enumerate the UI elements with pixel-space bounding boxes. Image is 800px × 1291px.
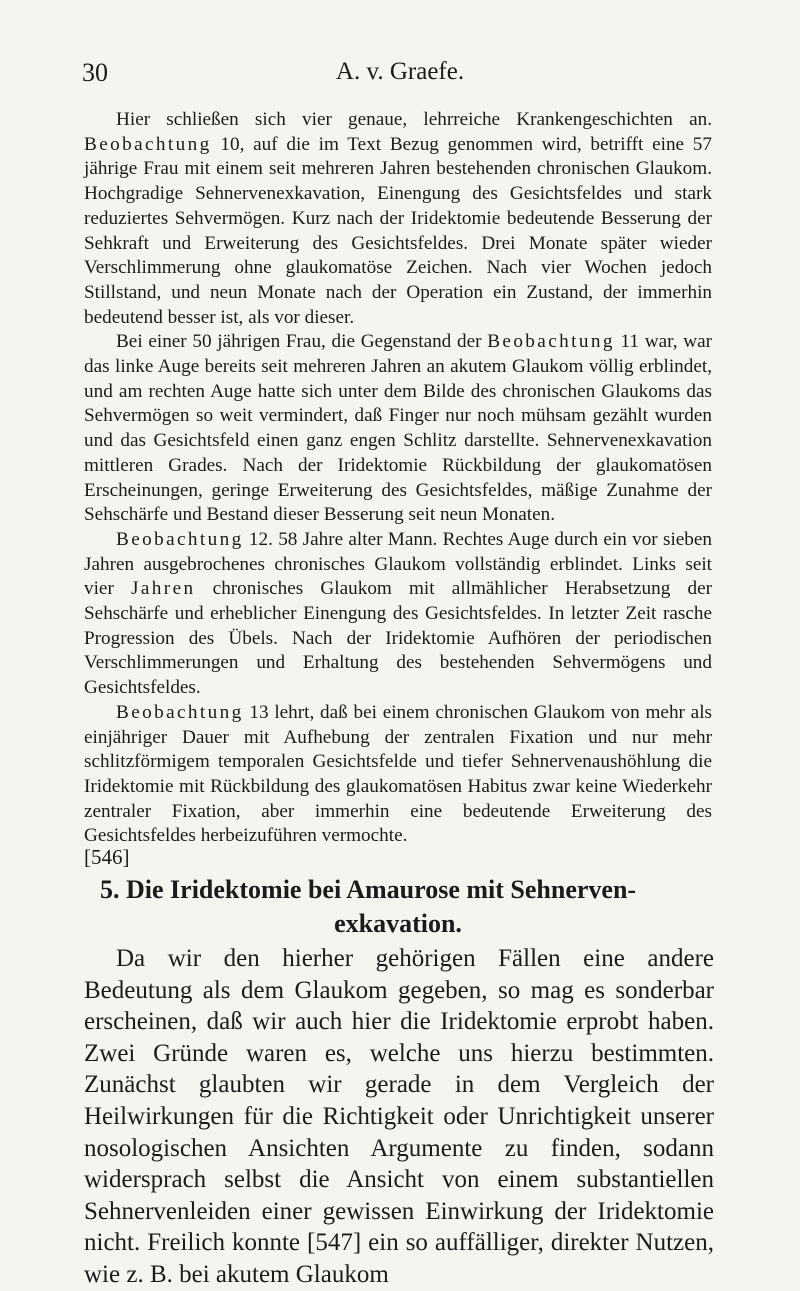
- text-run: Hier schließen sich vier genaue, lehrreiche Krankengeschichten an.: [116, 109, 712, 130]
- text-run: 11 war, war das linke Auge bereits seit mehreren Jahren an akutem Glaukom völlig erblindet, und am rechten Auge hatte sich unter dem Bilde des chronischen Glaukoms das Sehvermögen so weit vermindert, daß Finger nur noch mühsam gezählt wurden und das Gesichtsfeld einen ganz engen Schlitz darstellte. Sehnervenexkavation mittleren Grades. Nach der Iridektomie Rückbildung der glaukomatösen Erscheinungen, geringe Erweiterung des Gesichtsfeldes, mäßige Zunahme der Sehschärfe und Bestand dieser Besserung seit neun Monaten.: [84, 331, 712, 526]
- section-body: [84, 943, 714, 1291]
- paragraph-section-5-intro: Da wir den hierher gehörigen Fällen eine andere Bedeutung als dem Glaukom gegeben, so mag es sonderbar erscheinen, daß wir auch hier die Iridektomie erprobt haben. Zwei Gründe waren es, welche uns hierzu bestimmten. Zunächst glaubten wir gerade in dem Vergleich der Heilwirkungen für die Richtigkeit oder Unrichtigkeit unserer nosologischen Ansichten Argumente zu finden, sodann widersprach selbst die Ansicht von einem substantiellen Sehnervenleiden einer gewissen Einwirkung der Iridektomie nicht. Freilich konnte [547] ein so auffälliger, direkter Nutzen, wie z. B. bei akutem Glaukom: [84, 945, 714, 1288]
- spaced-term: Beobachtung: [487, 331, 615, 353]
- text-run: 10, auf die im Text Bezug genommen wird, betrifft eine 57 jährige Frau mit einem seit mehreren Jahren bestehenden chronischen Glaukom. Hochgradige Sehnervenexkavation, Einengung des Gesichtsfeldes und stark reduziertes Sehvermögen. Kurz nach der Iridektomie bedeutende Besserung der Sehkraft und Erweiterung des Gesichtsfeldes. Drei Monate später wieder Verschlimmerung ohne glaukomatöse Zeichen. Nach vier Wochen jedoch Stillstand, und neun Monate nach der Operation ein Zustand, der immerhin bedeutend besser ist, als vor dieser.: [84, 133, 712, 328]
- paragraph-observation-10: [84, 108, 712, 330]
- page-reference-marker: [546]: [84, 845, 130, 869]
- paragraph-observation-11: [84, 330, 712, 528]
- paragraph-observation-13: [84, 701, 712, 849]
- spaced-term: Jahren: [131, 578, 196, 600]
- spaced-term: Beobachtung: [84, 133, 212, 155]
- spaced-term: Beobachtung: [116, 701, 244, 723]
- section-heading-line-2: exkavation.: [334, 909, 462, 938]
- spaced-term: Beobachtung: [116, 528, 244, 550]
- text-run: chronisches Glaukom mit allmählicher Herabsetzung der Sehschärfe und erheblicher Einengung des Gesichtsfeldes. In letzter Zeit rasche Progression des Übels. Nach der Iridektomie Aufhören der periodischen Verschlimmerungen und Erhaltung des bestehenden Sehvermögens und Gesichtsfeldes.: [84, 578, 712, 699]
- page-number: 30: [82, 58, 108, 87]
- case-reports: [84, 108, 712, 849]
- page-header: [82, 58, 718, 88]
- text-run: 13 lehrt, daß bei einem chronischen Glaukom von mehr als einjähriger Dauer mit Aufhebung der zentralen Fixation und nur mehr schlitzförmigem temporalen Gesichtsfelde und tiefer Sehnervenaushöhlung die Iridektomie mit Rückbildung des glaukomatösen Habitus zwar keine Wiederkehr zentraler Fixation, aber immerhin eine bedeutende Erweiterung des Gesichtsfeldes herbeizuführen vermochte.: [84, 701, 712, 847]
- text-run: 12. 58 Jahre alter Mann. Rechtes Auge durch ein vor sieben Jahren ausgebrochenes chronisches Glaukom vollständig erblindet. Links seit vier: [84, 528, 712, 600]
- section-heading-line-1: 5. Die Iridektomie bei Amaurose mit Sehnerven-: [100, 875, 637, 904]
- text-run: Bei einer 50 jährigen Frau, die Gegenstand der: [116, 331, 488, 353]
- paragraph-observation-12: [84, 528, 712, 701]
- running-head: A. v. Graefe.: [335, 58, 465, 85]
- section-heading: [84, 873, 712, 941]
